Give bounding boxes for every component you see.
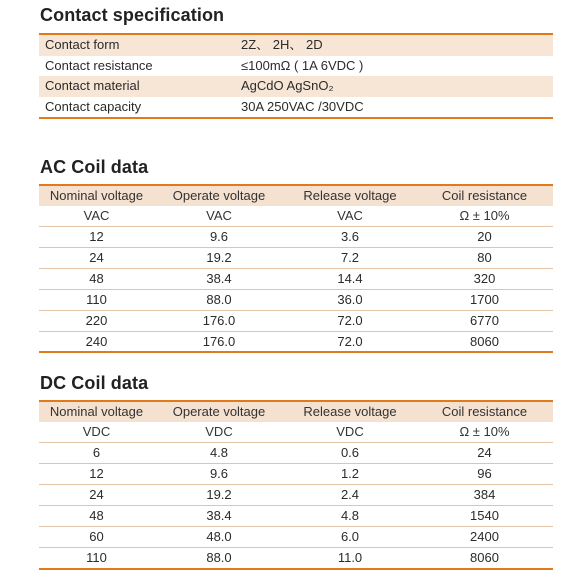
table-cell: 14.4	[284, 269, 416, 290]
table-cell: 110	[39, 290, 154, 311]
unit-cell: VDC	[205, 424, 233, 439]
header-release-voltage: Release voltage	[284, 402, 416, 422]
table-cell: 12	[39, 227, 154, 248]
table-cell: 12	[39, 464, 154, 485]
table-cell: 110	[39, 548, 154, 569]
table-cell: 240	[39, 332, 154, 353]
table-cell: 384	[416, 485, 553, 506]
unit-cell: Ω ± 10%	[459, 208, 510, 223]
table-row	[39, 506, 553, 527]
ac-coil-bottom-rule	[39, 351, 553, 353]
contact-spec-row	[39, 56, 553, 77]
contact-spec-value: ≤100mΩ ( 1A 6VDC )	[241, 57, 364, 73]
table-cell: 6770	[416, 311, 553, 332]
unit-cell: VDC	[82, 424, 111, 439]
table-row	[39, 311, 553, 332]
table-cell: 36.0	[284, 290, 416, 311]
header-release-voltage: Release voltage	[284, 186, 416, 206]
unit-cell: VAC	[83, 208, 110, 223]
table-row	[39, 290, 553, 311]
table-row	[39, 464, 553, 485]
table-cell: 7.2	[284, 248, 416, 269]
table-cell: 96	[416, 464, 553, 485]
contact-spec-label: Contact form	[45, 37, 120, 52]
table-cell: 19.2	[154, 248, 284, 269]
table-cell: 48.0	[154, 527, 284, 548]
table-cell: 0.6	[284, 443, 416, 464]
table-cell: 220	[39, 311, 154, 332]
table-row	[39, 227, 553, 248]
contact-spec-value: 2Z、 2H、 2D	[241, 37, 323, 52]
header-coil-resistance: Coil resistance	[416, 402, 553, 422]
contact-spec-row	[39, 97, 553, 118]
table-row	[39, 548, 553, 569]
contact-spec-table	[39, 35, 553, 117]
table-cell: 48	[39, 506, 154, 527]
table-cell: 8060	[416, 332, 553, 353]
table-row	[39, 332, 553, 353]
ac-coil-title: AC Coil data	[40, 157, 149, 177]
header-operate-voltage: Operate voltage	[154, 402, 284, 422]
table-cell: 4.8	[154, 443, 284, 464]
table-row	[39, 527, 553, 548]
table-cell: 20	[416, 227, 553, 248]
table-cell: 24	[39, 485, 154, 506]
table-cell: 6	[39, 443, 154, 464]
table-cell: 1.2	[284, 464, 416, 485]
table-cell: 8060	[416, 548, 553, 569]
dc-header-row	[39, 402, 553, 422]
unit-cell: Ω ± 10%	[459, 424, 510, 439]
table-cell: 176.0	[154, 311, 284, 332]
table-cell: 72.0	[284, 311, 416, 332]
header-nominal-voltage: Nominal voltage	[39, 186, 154, 206]
table-cell: 38.4	[154, 269, 284, 290]
table-cell: 4.8	[284, 506, 416, 527]
unit-cell: VAC	[337, 208, 363, 223]
table-cell: 11.0	[284, 548, 416, 569]
table-cell: 9.6	[154, 227, 284, 248]
table-cell: 3.6	[284, 227, 416, 248]
contact-spec-label: Contact material	[45, 78, 140, 93]
contact-spec-value: 30A 250VAC /30VDC	[241, 98, 364, 114]
table-row	[39, 269, 553, 290]
table-cell: 2.4	[284, 485, 416, 506]
dc-coil-table	[39, 402, 553, 568]
unit-cell: VAC	[206, 208, 232, 223]
table-row	[39, 443, 553, 464]
table-cell: 80	[416, 248, 553, 269]
table-cell: 320	[416, 269, 553, 290]
header-nominal-voltage: Nominal voltage	[39, 402, 154, 422]
table-cell: 24	[416, 443, 553, 464]
table-cell: 9.6	[154, 464, 284, 485]
table-row	[39, 485, 553, 506]
dc-coil-bottom-rule	[39, 568, 553, 570]
table-cell: 88.0	[154, 548, 284, 569]
dc-unit-row	[39, 422, 553, 443]
table-cell: 6.0	[284, 527, 416, 548]
contact-spec-label: Contact resistance	[45, 57, 153, 73]
contact-spec-title: Contact specification	[40, 5, 225, 25]
header-coil-resistance: Coil resistance	[416, 186, 553, 206]
table-cell: 38.4	[154, 506, 284, 527]
unit-cell: VDC	[336, 424, 364, 439]
table-cell: 24	[39, 248, 154, 269]
header-operate-voltage: Operate voltage	[154, 186, 284, 206]
ac-unit-row	[39, 206, 553, 227]
table-cell: 2400	[416, 527, 553, 548]
table-cell: 88.0	[154, 290, 284, 311]
contact-spec-row	[39, 35, 553, 56]
table-cell: 19.2	[154, 485, 284, 506]
table-cell: 48	[39, 269, 154, 290]
contact-spec-label: Contact capacity	[45, 98, 142, 114]
contact-spec-value: AgCdO AgSnO₂	[241, 78, 334, 93]
dc-coil-title: DC Coil data	[40, 373, 149, 393]
table-row	[39, 248, 553, 269]
ac-coil-table	[39, 186, 553, 352]
table-cell: 176.0	[154, 332, 284, 353]
contact-spec-row	[39, 76, 553, 97]
contact-spec-bottom-rule	[39, 117, 553, 119]
table-cell: 72.0	[284, 332, 416, 353]
table-cell: 1540	[416, 506, 553, 527]
table-cell: 1700	[416, 290, 553, 311]
ac-header-row	[39, 186, 553, 206]
table-cell: 60	[39, 527, 154, 548]
